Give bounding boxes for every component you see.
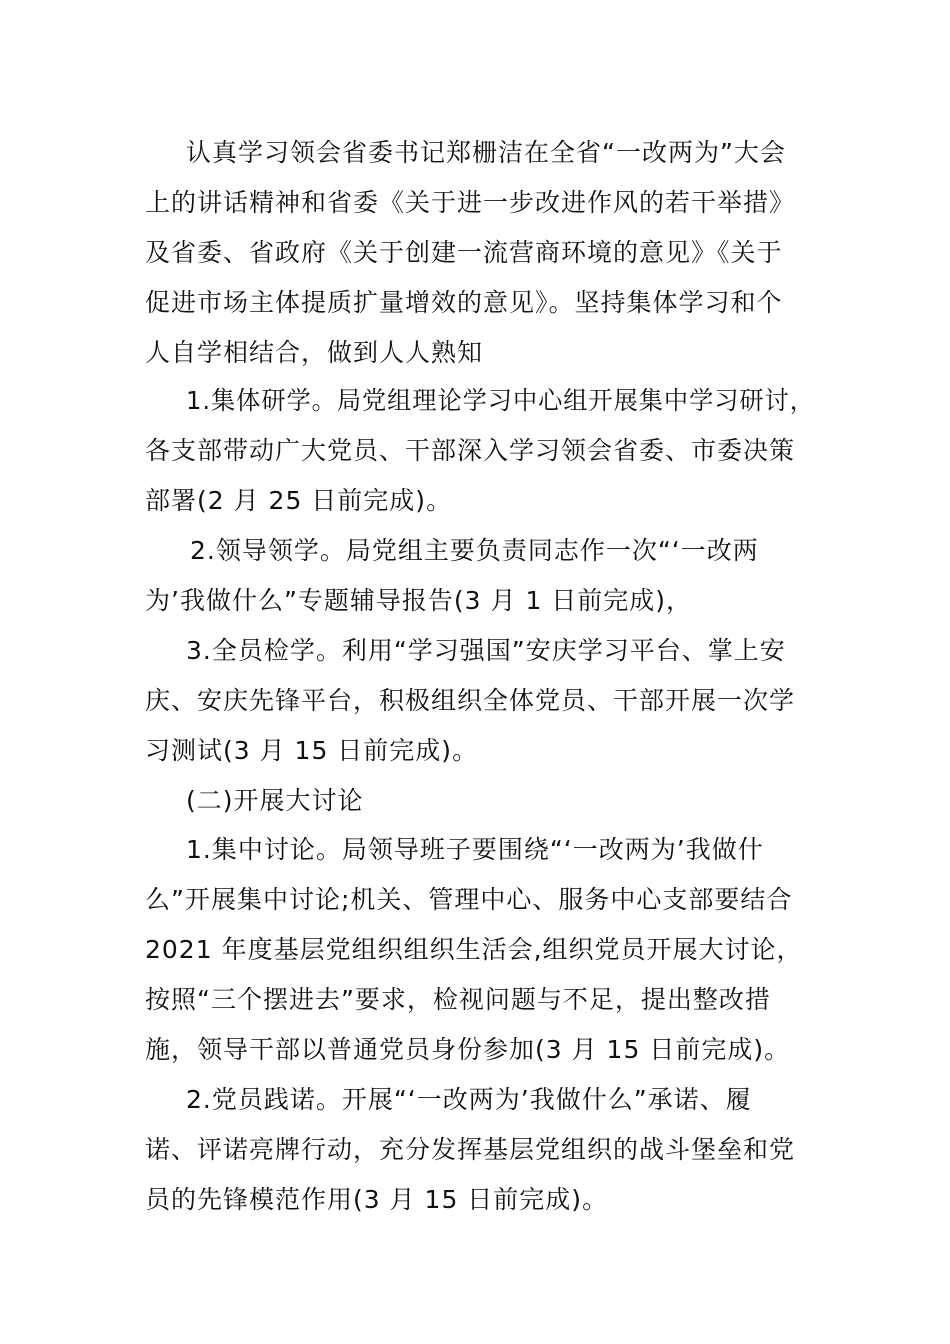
paragraph-line: 1.集中讨论。局领导班子要围绕“‘一改两为’我做什 [186,835,764,864]
paragraph-line: 1.集体研学。局党组理论学习中心组开展集中学习研讨， [186,386,815,415]
paragraph-line: 诺、评诺亮牌行动，充分发挥基层党组织的战斗堡垒和党 [145,1135,796,1164]
paragraph-line: 促进市场主体提质扩量增效的意见》。坚持集体学习和个 [145,288,783,317]
section-heading: (二)开展大讨论 [186,786,364,815]
paragraph-line: 习测试(3 月 15 日前完成)。 [145,736,479,765]
paragraph-line: 么”开展集中讨论;机关、管理中心、服务中心支部要结合 [145,885,793,914]
paragraph-line: 人自学相结合，做到人人熟知 [145,338,484,367]
paragraph-line: 部署(2 月 25 日前完成)。 [145,486,453,515]
paragraph-line: 认真学习领会省委书记郑栅洁在全省“一改两为”大会 [186,138,786,167]
paragraph-line: 施，领导干部以普通党员身份参加(3 月 15 日前完成)。 [145,1035,791,1064]
paragraph-line: 2.领导领学。局党组主要负责同志作一次“‘一改两 [190,536,759,565]
paragraph-line: 2021 年度基层党组织组织生活会,组织党员开展大讨论， [145,935,803,964]
paragraph-line: 上的讲话精神和省委《关于进一步改进作风的若干举措》 [145,188,796,217]
paragraph-line: 2.党员践诺。开展“‘一改两为’我做什么”承诺、履 [186,1085,752,1114]
paragraph-line: 为’我做什么”专题辅导报告(3 月 1 日前完成)， [145,586,693,615]
paragraph-line: 庆、安庆先锋平台，积极组织全体党员、干部开展一次学 [145,686,796,715]
paragraph-line: 各支部带动广大党员、干部深入学习领会省委、市委决策 [145,436,796,465]
paragraph-line: 及省委、省政府《关于创建一流营商环境的意见》《关于 [145,238,783,267]
paragraph-line: 3.全员检学。利用“学习强国”安庆学习平台、掌上安 [186,636,786,665]
paragraph-line: 按照“三个摆进去”要求，检视问题与不足，提出整改措 [145,985,771,1014]
paragraph-line: 员的先锋模范作用(3 月 15 日前完成)。 [145,1185,609,1214]
